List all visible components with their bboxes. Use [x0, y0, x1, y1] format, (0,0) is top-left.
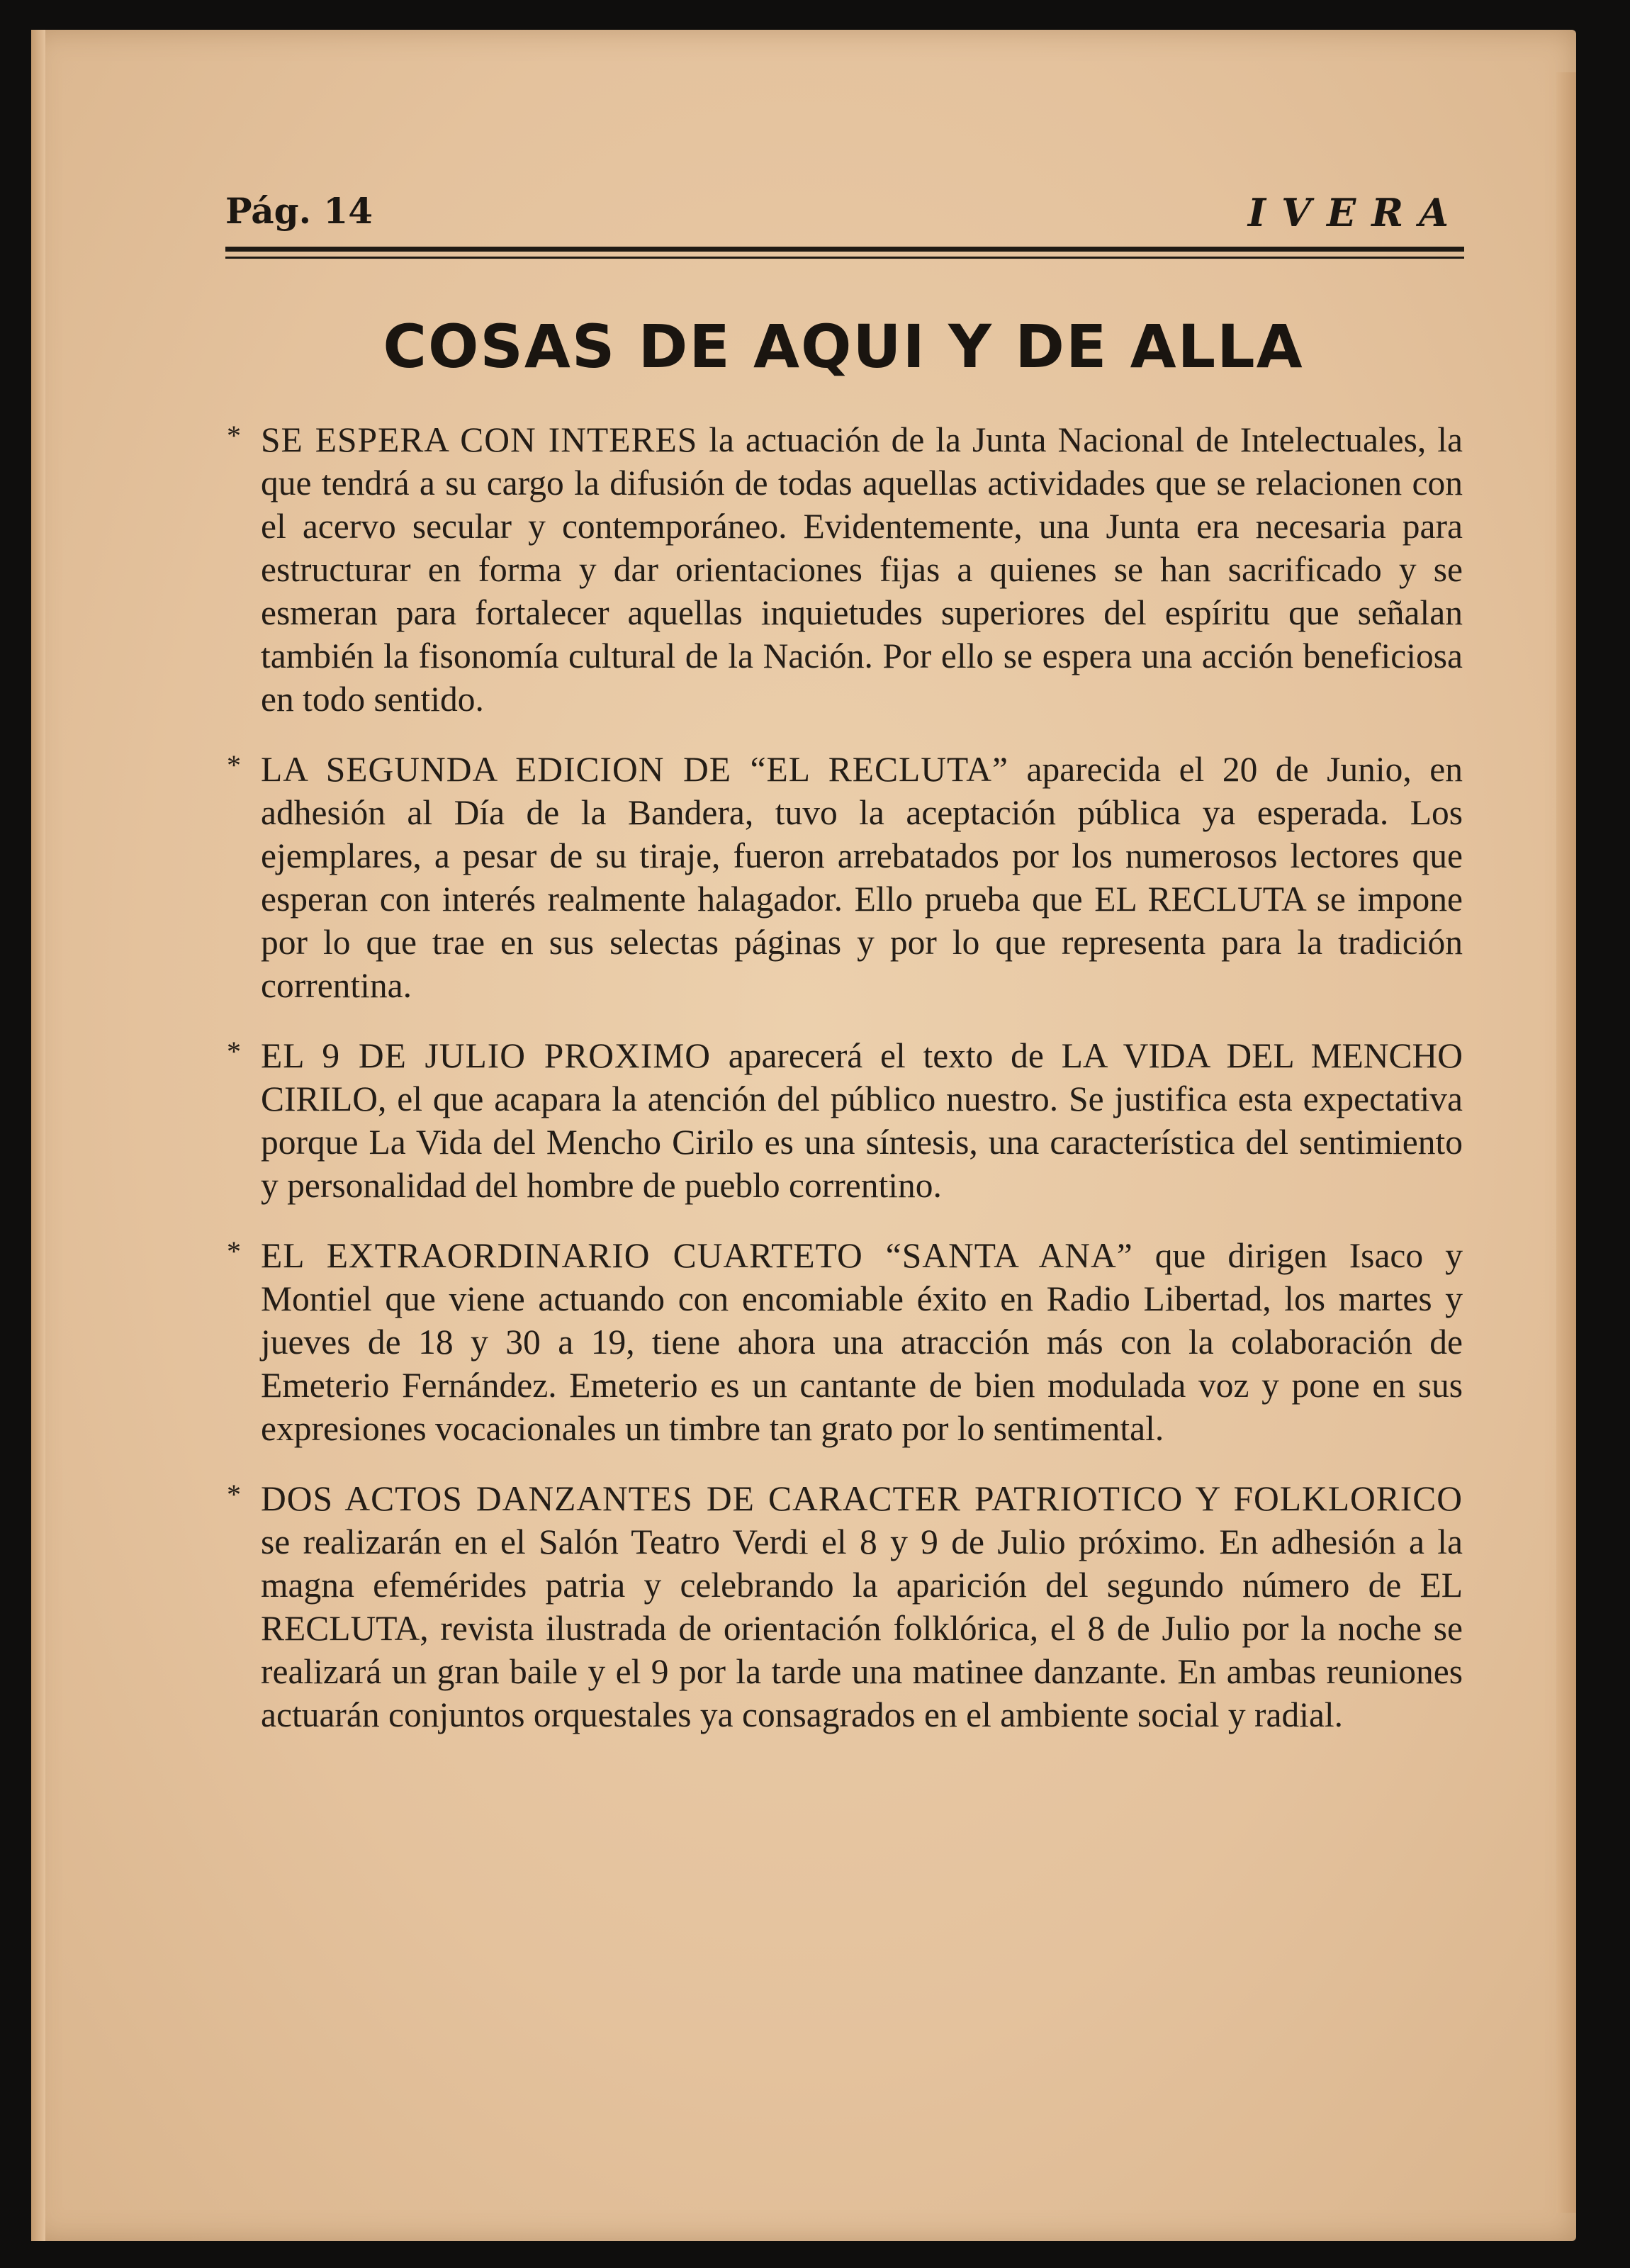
page-header — [225, 190, 1464, 254]
item-text: se realizarán en el Salón Teatro Verdi el 8 y 9 de Julio próximo. En adhesión a la magna efemérides patria y celebrando la aparición del segundo número de EL RECLUTA, revista ilustrada de orientación folklórica, el 8 de Julio por la noche se realizará un gran baile y el 9 por la tarde una matinee danzante. En ambas reuniones actuarán conjuntos orquestales ya consagrados en el ambiente social y radial. — [261, 1522, 1463, 1734]
magazine-name: IVERA — [1247, 190, 1464, 235]
news-item — [227, 748, 1463, 1007]
bullet-asterisk: * — [227, 1478, 241, 1510]
item-lead: EL EXTRAORDINARIO CUARTETO “SANTA ANA” — [261, 1236, 1133, 1275]
item-text: aparecida el 20 de Junio, en adhesión al Día de la Bandera, tuvo la aceptación pública ya esperada. Los ejemplares, a pesar de su tiraje, fueron arrebatados por los numerosos lectores que esperan con interés realmente halagador. Ello prueba que EL RECLUTA se impone por lo que trae en sus selectas páginas y por lo que representa para la tradición correntina. — [261, 750, 1463, 1005]
header-rule-thin — [225, 257, 1464, 259]
item-text: que dirigen Isaco y Montiel que viene actuando con encomiable éxito en Radio Libertad, los martes y jueves de 18 y 30 a 19, tiene ahora una atracción más con la colaboración de Emeterio Fernández. Emeterio es un cantante de bien modulada voz y pone en sus expresiones vocacionales un timbre tan grato por lo sentimental. — [261, 1236, 1463, 1448]
bullet-asterisk: * — [227, 1035, 241, 1067]
item-lead: DOS ACTOS DANZANTES DE CARACTER PATRIOTICO Y FOLKLORICO — [261, 1479, 1463, 1518]
news-item — [227, 1034, 1463, 1207]
item-text: aparecerá el texto de LA VIDA DEL MENCHO CIRILO, el que acapara la atención del público nuestro. Se justifica esta expectativa porque La Vida del Mencho Cirilo es una síntesis, una característica del sentimiento y personalidad del hombre de pueblo correntino. — [261, 1036, 1463, 1205]
news-item — [227, 418, 1463, 721]
bullet-asterisk: * — [227, 1235, 241, 1267]
bullet-asterisk: * — [227, 749, 241, 781]
item-lead: EL 9 DE JULIO PROXIMO — [261, 1036, 712, 1075]
news-item — [227, 1477, 1463, 1736]
item-lead: LA SEGUNDA EDICION DE “EL RECLUTA” — [261, 750, 1008, 789]
article-title: COSAS DE AQUI Y DE ALLA — [383, 312, 1304, 381]
item-text: la actuación de la Junta Nacional de Intelectuales, la que tendrá a su cargo la difusión de todas aquellas actividades que se relacionen con el acervo secular y contemporáneo. Evidentemente, una Junta era necesaria para estructurar en forma y dar orientaciones fijas a quienes se han sacrificado y se esmeran para fortalecer aquellas inquietudes superiores del espíritu que señalan también la fisonomía cultural de la Nación. Por ello se espera una acción beneficiosa en todo sentido. — [261, 420, 1463, 719]
bullet-asterisk: * — [227, 420, 241, 451]
page-edge — [1556, 72, 1576, 2213]
page-number: Pág. 14 — [225, 190, 373, 232]
news-item — [227, 1234, 1463, 1450]
item-lead: SE ESPERA CON INTERES — [261, 420, 698, 459]
header-rule-thick — [225, 247, 1464, 252]
article-body — [227, 418, 1463, 1763]
page-gutter — [31, 30, 45, 2241]
